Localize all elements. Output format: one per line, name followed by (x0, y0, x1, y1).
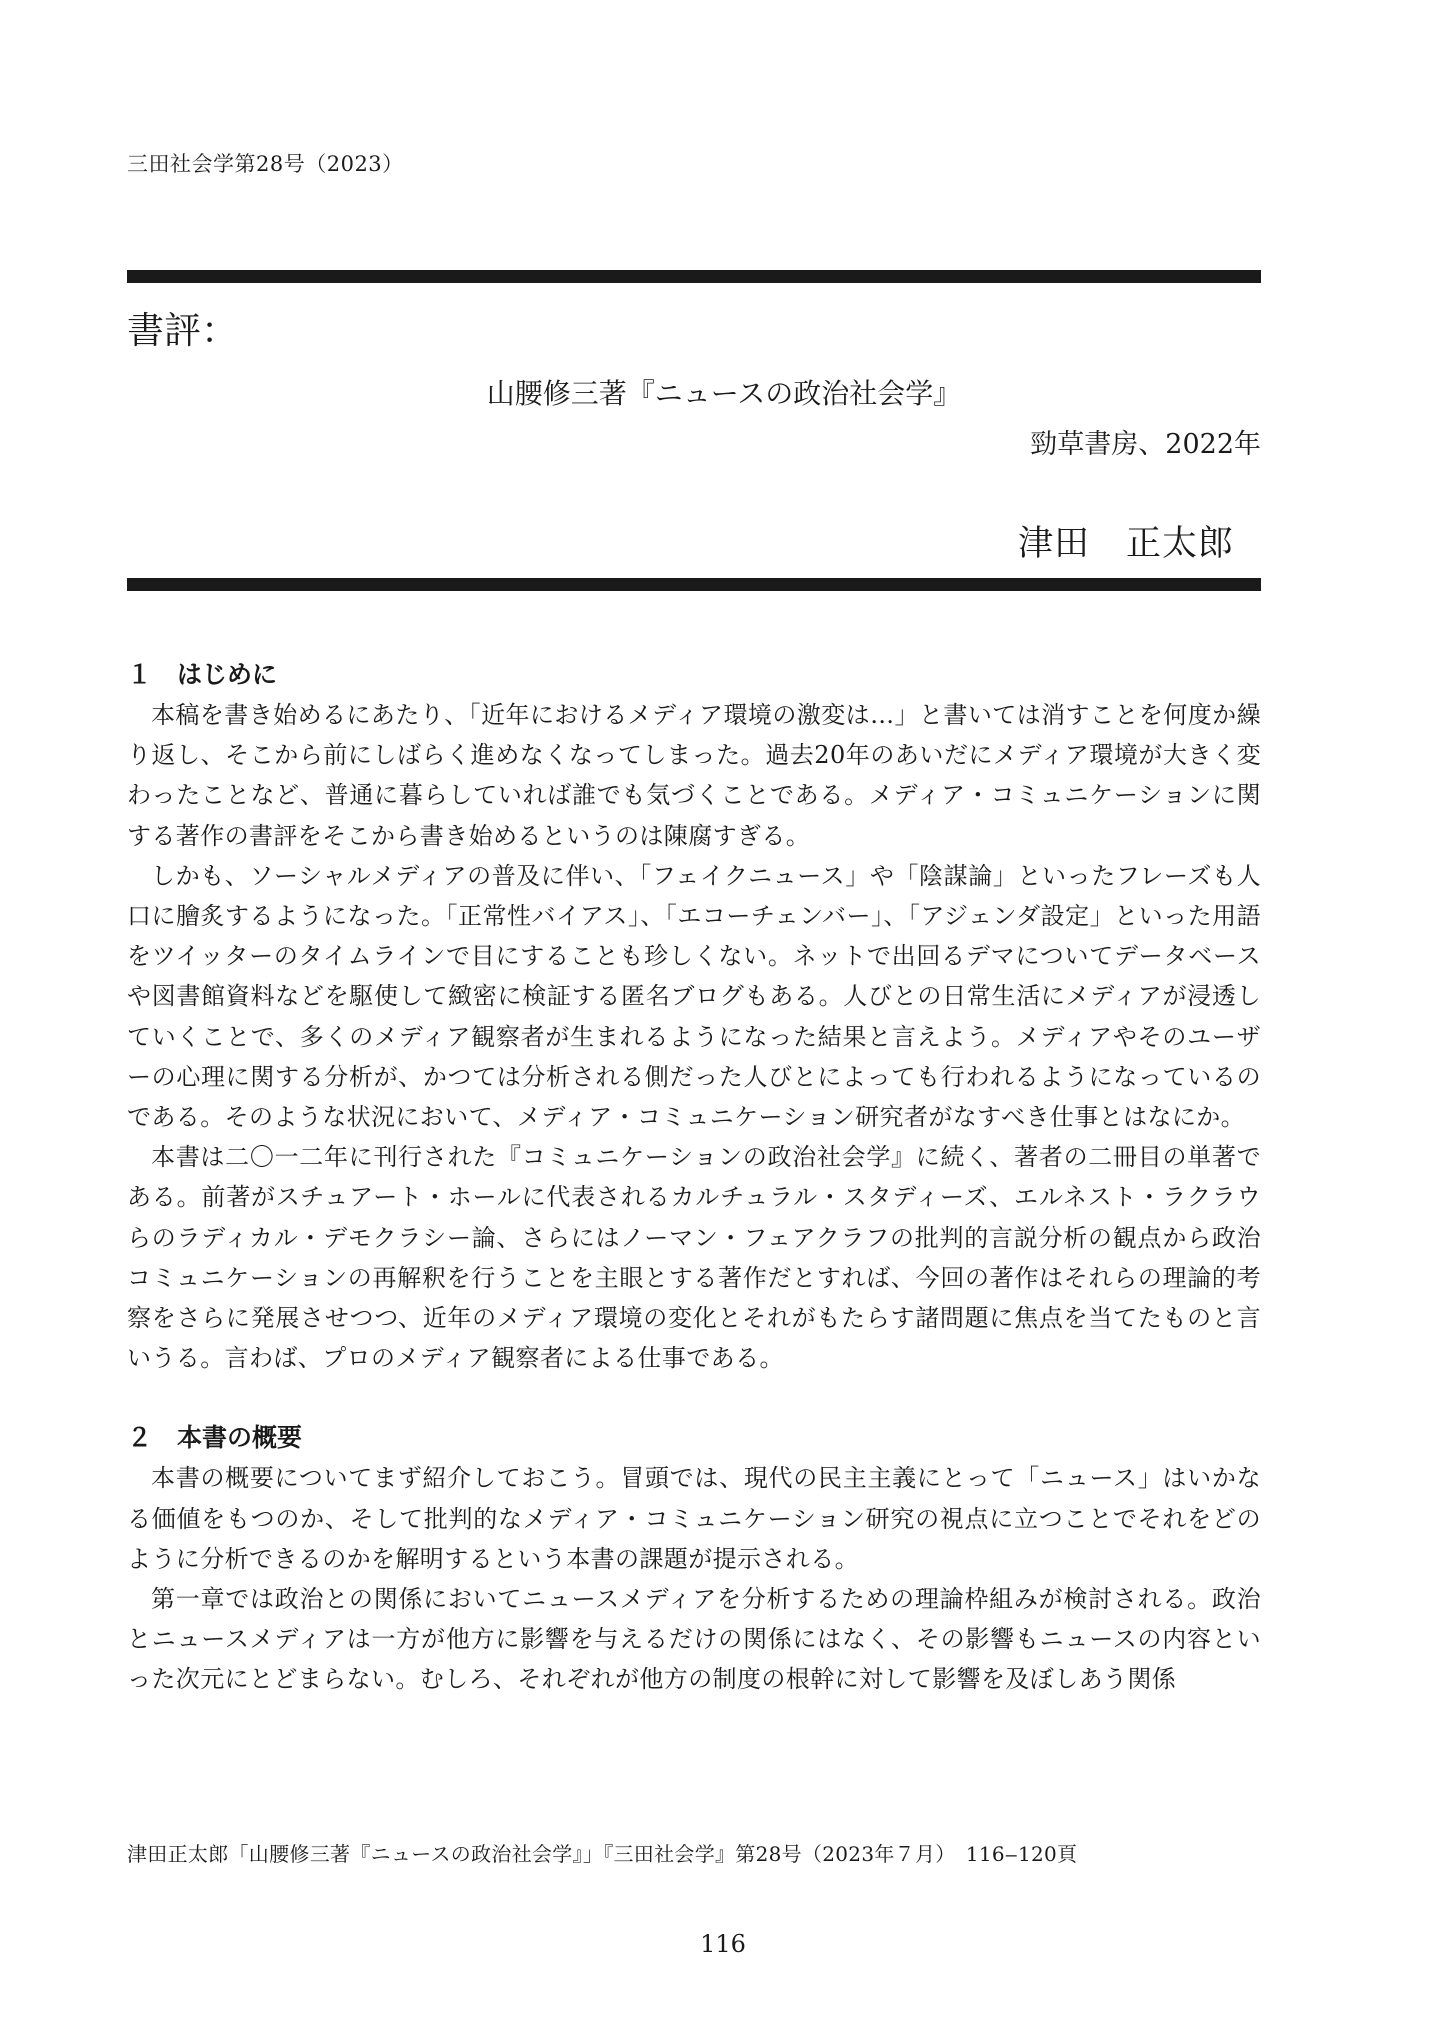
paragraph: 本書の概要についてまず紹介しておこう。冒頭では、現代の民主主義にとって「ニュース」はいかなる価値をもつのか、そして批判的なメディア・コミュニケーション研究の視点に立つことでそれをどのように分析できるのかを解明するという本書の課題が提示される。 (127, 1464, 1261, 1573)
top-rule (127, 270, 1261, 283)
book-title: 山腰修三著『ニュースの政治社会学』 (486, 377, 962, 410)
page-number: 116 (700, 1930, 746, 1958)
section-heading-intro: １ はじめに (127, 660, 278, 689)
author-name: 津田 正太郎 (1017, 524, 1234, 564)
paragraph: 第一章では政治との関係においてニュースメディアを分析するための理論枠組みが検討される。政治とニュースメディアは一方が他方に影響を与えるだけの関係にはなく、その影響もニュースの内容といった次元にとどまらない。むしろ、それぞれが他方の制度の根幹に対して影響を及ぼしあう関係 (127, 1585, 1261, 1694)
review-label: 書評： (127, 309, 238, 352)
section-heading-overview: ２ 本書の概要 (127, 1423, 303, 1453)
publisher-info: 勁草書房、2022年 (1030, 429, 1261, 460)
paragraph: 本書は二〇一二年に刊行された『コミュニケーションの政治社会学』に続く、著者の二冊目の単著である。前著がスチュアート・ホールに代表されるカルチュラル・スタディーズ、エルネスト・ラクラウらのラディカル・デモクラシー論、さらにはノーマン・フェアクラフの批判的言説分析の観点から政治コミュニケーションの再解釈を行うことを主眼とする著作だとすれば、今回の著作はそれらの理論的考察をさらに発展させつつ、近年のメディア環境の変化とそれがもたらす諸問題に焦点を当てたものと言いうる。言わば、プロのメディア観察者による仕事である。 (127, 1143, 1261, 1373)
bottom-rule (127, 578, 1261, 591)
paragraph: しかも、ソーシャルメディアの普及に伴い、「フェイクニュース」や「陰謀論」といったフレーズも人口に膾炙するようになった。「正常性バイアス」、「エコーチェンバー」、「アジェンダ設定」といった用語をツイッターのタイムラインで目にすることも珍しくない。ネットで出回るデマについてデータベースや図書館資料などを駆使して緻密に検証する匿名ブログもある。人びとの日常生活にメディアが浸透していくことで、多くのメディア観察者が生まれるようになった結果と言えよう。メディアやそのユーザーの心理に関する分析が、かつては分析される側だった人びとによっても行われるようになっているのである。そのような状況において、メディア・コミュニケーション研究者がなすべき仕事とはなにか。 (127, 861, 1261, 1132)
citation-footer: 津田正太郎「山腰修三著『ニュースの政治社会学』」『三田社会学』第28号（2023年７月） 116‒120頁 (127, 1842, 1078, 1866)
article-body (127, 655, 1261, 1700)
journal-header: 三田社会学第28号（2023） (127, 152, 404, 176)
paragraph: 本稿を書き始めるにあたり、「近年におけるメディア環境の激変は…」と書いては消すことを何度か繰り返し、そこから前にしばらく進めなくなってしまった。過去20年のあいだにメディア環境が大きく変わったことなど、普通に暮らしていれば誰でも気づくことである。メディア・コミュニケーションに関する著作の書評をそこから書き始めるというのは陳腐すぎる。 (127, 701, 1261, 850)
